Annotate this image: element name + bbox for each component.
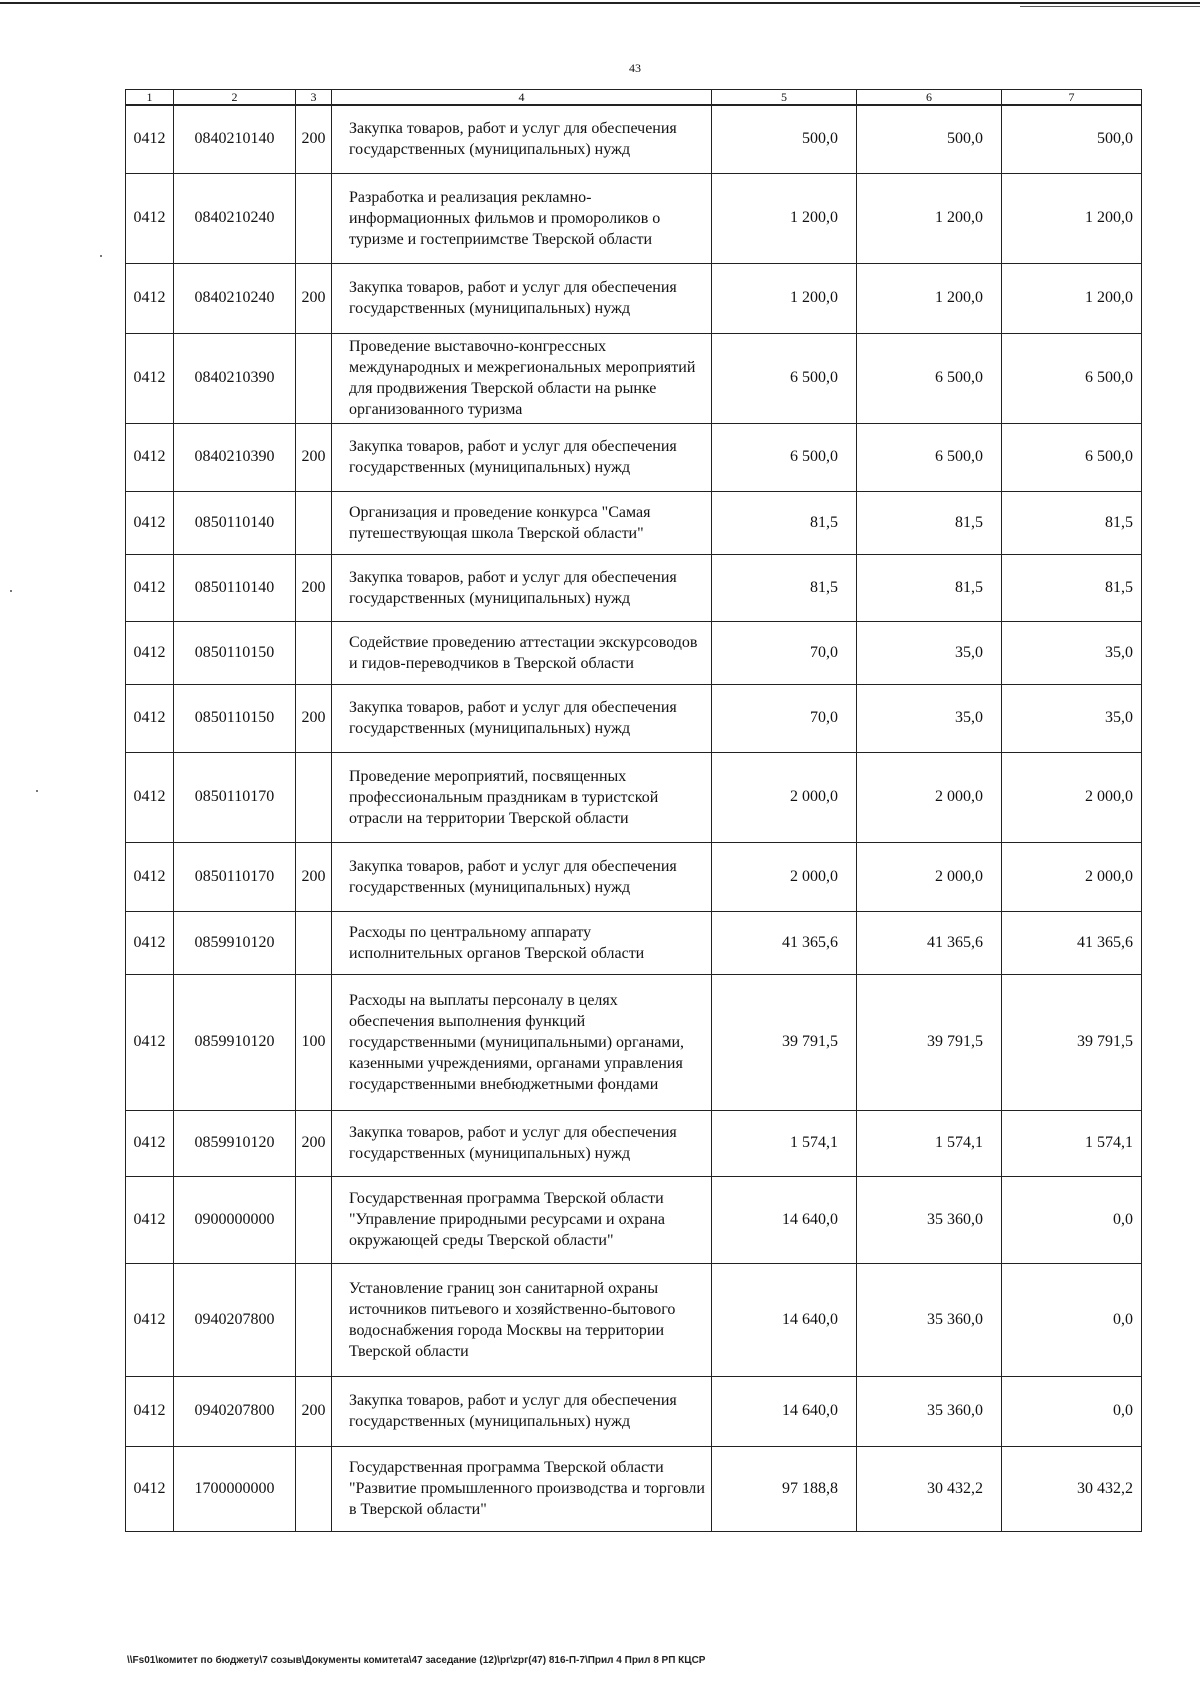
table-row (126, 1110, 1142, 1176)
expense-type-cell (296, 621, 332, 684)
header-col-3: 3 (296, 90, 332, 106)
section-code-cell: 0412 (126, 1446, 174, 1531)
target-article-cell: 0859910120 (174, 911, 296, 974)
section-code-cell: 0412 (126, 1176, 174, 1263)
target-article-cell: 0850110140 (174, 554, 296, 621)
header-row (126, 90, 1142, 106)
amount-col7-cell: 81,5 (1002, 491, 1142, 554)
amount-col6-cell: 35 360,0 (857, 1176, 1002, 1263)
section-code-cell: 0412 (126, 554, 174, 621)
section-code-cell: 0412 (126, 1263, 174, 1376)
expense-type-cell (296, 173, 332, 263)
expense-type-cell (296, 333, 332, 423)
amount-col6-cell: 1 574,1 (857, 1110, 1002, 1176)
amount-col5-cell: 41 365,6 (712, 911, 857, 974)
amount-col6-cell: 6 500,0 (857, 423, 1002, 491)
expense-type-cell: 200 (296, 105, 332, 173)
amount-col5-cell: 1 200,0 (712, 263, 857, 333)
expense-type-cell: 200 (296, 842, 332, 911)
table-row (126, 684, 1142, 752)
description-cell: Расходы на выплаты персоналу в целях обеспечения выполнения функций государственными (муниципальными) органами, казенными учреждениями, органами управления государственными внебюджетными фондами (332, 974, 712, 1110)
amount-col6-cell: 39 791,5 (857, 974, 1002, 1110)
section-code-cell: 0412 (126, 684, 174, 752)
description-cell: Закупка товаров, работ и услуг для обеспечения государственных (муниципальных) нужд (332, 1376, 712, 1446)
expense-type-cell: 200 (296, 263, 332, 333)
expense-type-cell (296, 1176, 332, 1263)
amount-col5-cell: 81,5 (712, 491, 857, 554)
table-row (126, 1263, 1142, 1376)
scan-speck (100, 255, 102, 257)
section-code-cell: 0412 (126, 1376, 174, 1446)
amount-col6-cell: 6 500,0 (857, 333, 1002, 423)
section-code-cell: 0412 (126, 263, 174, 333)
table-row (126, 1446, 1142, 1531)
target-article-cell: 0840210140 (174, 105, 296, 173)
amount-col5-cell: 1 200,0 (712, 173, 857, 263)
expense-type-cell: 200 (296, 684, 332, 752)
amount-col5-cell: 6 500,0 (712, 423, 857, 491)
description-cell: Проведение выставочно-конгрессных международных и межрегиональных мероприятий для продвижения Тверской области на рынке организованного туризма (332, 333, 712, 423)
amount-col7-cell: 2 000,0 (1002, 842, 1142, 911)
header-col-2: 2 (174, 90, 296, 106)
amount-col5-cell: 39 791,5 (712, 974, 857, 1110)
amount-col7-cell: 500,0 (1002, 105, 1142, 173)
expense-type-cell (296, 1446, 332, 1531)
amount-col7-cell: 0,0 (1002, 1176, 1142, 1263)
section-code-cell: 0412 (126, 911, 174, 974)
section-code-cell: 0412 (126, 491, 174, 554)
amount-col5-cell: 1 574,1 (712, 1110, 857, 1176)
description-cell: Закупка товаров, работ и услуг для обеспечения государственных (муниципальных) нужд (332, 684, 712, 752)
target-article-cell: 0840210390 (174, 333, 296, 423)
scan-speck (10, 590, 12, 592)
header-col-1: 1 (126, 90, 174, 106)
expense-type-cell (296, 911, 332, 974)
amount-col7-cell: 1 200,0 (1002, 263, 1142, 333)
amount-col7-cell: 41 365,6 (1002, 911, 1142, 974)
section-code-cell: 0412 (126, 173, 174, 263)
amount-col6-cell: 500,0 (857, 105, 1002, 173)
amount-col7-cell: 35,0 (1002, 621, 1142, 684)
section-code-cell: 0412 (126, 842, 174, 911)
amount-col5-cell: 97 188,8 (712, 1446, 857, 1531)
section-code-cell: 0412 (126, 105, 174, 173)
target-article-cell: 0859910120 (174, 974, 296, 1110)
target-article-cell: 0840210240 (174, 263, 296, 333)
table-row (126, 621, 1142, 684)
amount-col7-cell: 2 000,0 (1002, 752, 1142, 842)
target-article-cell: 0850110150 (174, 621, 296, 684)
description-cell: Закупка товаров, работ и услуг для обеспечения государственных (муниципальных) нужд (332, 554, 712, 621)
amount-col6-cell: 41 365,6 (857, 911, 1002, 974)
amount-col7-cell: 0,0 (1002, 1263, 1142, 1376)
description-cell: Закупка товаров, работ и услуг для обеспечения государственных (муниципальных) нужд (332, 423, 712, 491)
amount-col5-cell: 14 640,0 (712, 1176, 857, 1263)
expense-type-cell: 100 (296, 974, 332, 1110)
amount-col6-cell: 81,5 (857, 554, 1002, 621)
amount-col7-cell: 35,0 (1002, 684, 1142, 752)
target-article-cell: 0850110170 (174, 752, 296, 842)
expense-type-cell: 200 (296, 423, 332, 491)
expense-type-cell (296, 1263, 332, 1376)
section-code-cell: 0412 (126, 423, 174, 491)
amount-col6-cell: 35 360,0 (857, 1376, 1002, 1446)
target-article-cell: 0840210390 (174, 423, 296, 491)
table-row (126, 1376, 1142, 1446)
section-code-cell: 0412 (126, 974, 174, 1110)
table-row (126, 105, 1142, 173)
target-article-cell: 0940207800 (174, 1263, 296, 1376)
amount-col5-cell: 70,0 (712, 684, 857, 752)
section-code-cell: 0412 (126, 752, 174, 842)
amount-col7-cell: 6 500,0 (1002, 423, 1142, 491)
amount-col6-cell: 81,5 (857, 491, 1002, 554)
amount-col7-cell: 1 200,0 (1002, 173, 1142, 263)
amount-col6-cell: 1 200,0 (857, 263, 1002, 333)
header-col-5: 5 (712, 90, 857, 106)
description-cell: Содействие проведению аттестации экскурсоводов и гидов-переводчиков в Тверской области (332, 621, 712, 684)
amount-col7-cell: 39 791,5 (1002, 974, 1142, 1110)
expense-type-cell: 200 (296, 1376, 332, 1446)
section-code-cell: 0412 (126, 621, 174, 684)
target-article-cell: 0840210240 (174, 173, 296, 263)
description-cell: Закупка товаров, работ и услуг для обеспечения государственных (муниципальных) нужд (332, 842, 712, 911)
description-cell: Установление границ зон санитарной охраны источников питьевого и хозяйственно-бытового водоснабжения города Москвы на территории Тверской области (332, 1263, 712, 1376)
header-col-7: 7 (1002, 90, 1142, 106)
scan-top-border-short (1020, 6, 1200, 7)
description-cell: Организация и проведение конкурса "Самая путешествующая школа Тверской области" (332, 491, 712, 554)
description-cell: Государственная программа Тверской области "Развитие промышленного производства и торговли в Тверской области" (332, 1446, 712, 1531)
description-cell: Закупка товаров, работ и услуг для обеспечения государственных (муниципальных) нужд (332, 1110, 712, 1176)
description-cell: Проведение мероприятий, посвященных профессиональным праздникам в туристской отрасли на территории Тверской области (332, 752, 712, 842)
section-code-cell: 0412 (126, 333, 174, 423)
amount-col7-cell: 6 500,0 (1002, 333, 1142, 423)
table-row (126, 842, 1142, 911)
target-article-cell: 0850110150 (174, 684, 296, 752)
target-article-cell: 1700000000 (174, 1446, 296, 1531)
description-cell: Расходы по центральному аппарату исполнительных органов Тверской области (332, 911, 712, 974)
table-row (126, 423, 1142, 491)
amount-col5-cell: 2 000,0 (712, 752, 857, 842)
table-row (126, 173, 1142, 263)
scan-top-border (0, 2, 1200, 4)
amount-col6-cell: 2 000,0 (857, 752, 1002, 842)
target-article-cell: 0859910120 (174, 1110, 296, 1176)
amount-col5-cell: 14 640,0 (712, 1263, 857, 1376)
target-article-cell: 0900000000 (174, 1176, 296, 1263)
table-row (126, 911, 1142, 974)
amount-col7-cell: 30 432,2 (1002, 1446, 1142, 1531)
file-path-footer: \\Fs01\комитет по бюджету\7 созыв\Документы комитета\47 заседание (12)\рг\zрг(47) 816-П-7\Прил 4 Прил 8 РП КЦСР (127, 1655, 706, 1666)
amount-col6-cell: 35 360,0 (857, 1263, 1002, 1376)
table-body (126, 105, 1142, 1531)
target-article-cell: 0850110170 (174, 842, 296, 911)
amount-col5-cell: 6 500,0 (712, 333, 857, 423)
description-cell: Государственная программа Тверской области "Управление природными ресурсами и охрана окружающей среды Тверской области" (332, 1176, 712, 1263)
expense-type-cell: 200 (296, 554, 332, 621)
amount-col6-cell: 35,0 (857, 684, 1002, 752)
table-row (126, 491, 1142, 554)
header-col-6: 6 (857, 90, 1002, 106)
amount-col5-cell: 500,0 (712, 105, 857, 173)
table-row (126, 554, 1142, 621)
amount-col5-cell: 2 000,0 (712, 842, 857, 911)
amount-col6-cell: 35,0 (857, 621, 1002, 684)
amount-col5-cell: 81,5 (712, 554, 857, 621)
amount-col6-cell: 30 432,2 (857, 1446, 1002, 1531)
page-number: 43 (629, 61, 641, 75)
description-cell: Разработка и реализация рекламно-информационных фильмов и проморoликов о туризме и гостеприимстве Тверской области (332, 173, 712, 263)
description-cell: Закупка товаров, работ и услуг для обеспечения государственных (муниципальных) нужд (332, 263, 712, 333)
table-row (126, 263, 1142, 333)
table-row (126, 752, 1142, 842)
amount-col6-cell: 1 200,0 (857, 173, 1002, 263)
budget-table (125, 89, 1142, 1532)
description-cell: Закупка товаров, работ и услуг для обеспечения государственных (муниципальных) нужд (332, 105, 712, 173)
amount-col7-cell: 81,5 (1002, 554, 1142, 621)
scan-speck (36, 790, 38, 792)
amount-col5-cell: 70,0 (712, 621, 857, 684)
table-row (126, 974, 1142, 1110)
table-row (126, 333, 1142, 423)
amount-col6-cell: 2 000,0 (857, 842, 1002, 911)
amount-col7-cell: 0,0 (1002, 1376, 1142, 1446)
expense-type-cell: 200 (296, 1110, 332, 1176)
section-code-cell: 0412 (126, 1110, 174, 1176)
target-article-cell: 0850110140 (174, 491, 296, 554)
amount-col5-cell: 14 640,0 (712, 1376, 857, 1446)
expense-type-cell (296, 752, 332, 842)
header-col-4: 4 (332, 90, 712, 106)
table-row (126, 1176, 1142, 1263)
expense-type-cell (296, 491, 332, 554)
amount-col7-cell: 1 574,1 (1002, 1110, 1142, 1176)
target-article-cell: 0940207800 (174, 1376, 296, 1446)
